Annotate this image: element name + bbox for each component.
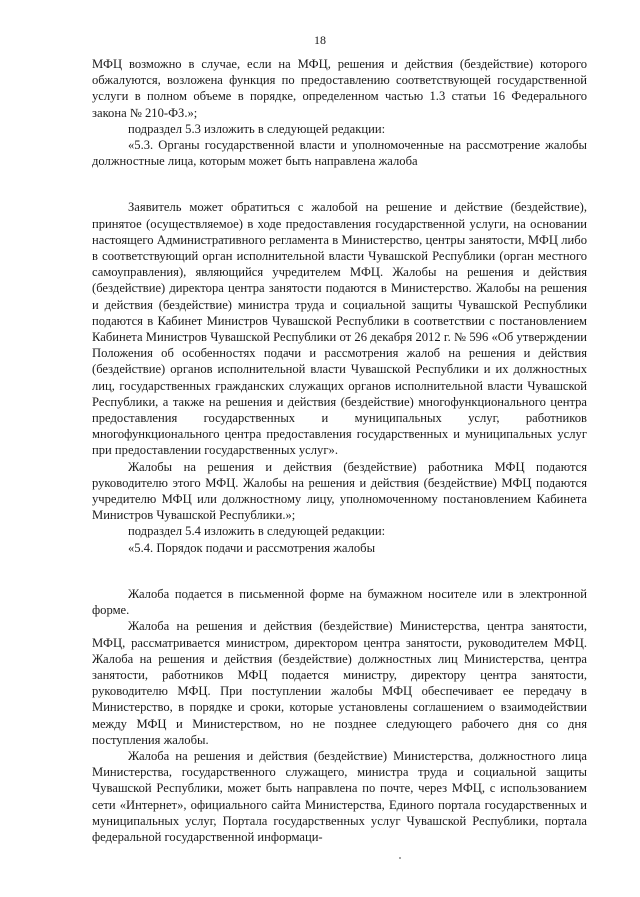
paragraph: Жалобы на решения и действия (бездействие) работника МФЦ подаются руководителю этого МФЦ. Жалобы на решения и действия (бездействие) МФЦ подаются учредителю МФЦ или должностному лицу, уполномоченному постановлением Кабинета Министров Чувашской Республики.»; [92,459,587,523]
paragraph: Жалоба на решения и действия (бездействие) Министерства, центра занятости, МФЦ, рассматривается министром, директором центра занятости, руководителем МФЦ. Жалоба на решения и действия (бездействие) должностных лиц Министерства, центра занятости, работников МФЦ подается министру, директору центра занятости, руководителю МФЦ. При поступлении жалобы МФЦ обеспечивает ее передачу в Министерство, в порядке и сроки, которые установлены соглашением о взаимодействии между МФЦ и Министерством, но не позднее следующего рабочего дня со дня поступления жалобы. [92,619,587,747]
document-body [92,56,587,845]
section-heading: «5.3. Органы государственной власти и уполномоченные на рассмотрение жалобы должностные лица, которым может быть направлена жалоба [92,138,587,169]
paragraph: подраздел 5.3 изложить в следующей редакции: [128,121,386,136]
paragraph: Заявитель может обратиться с жалобой на решение и действие (бездействие), принятое (осуществляемое) в ходе предоставления государственной услуги, на основании настоящего Административного регламента в Министерство, центры занятости, МФЦ либо в соответствующий орган исполнительной власти Чувашской Республики (орган местного самоуправления), являющийся учредителем МФЦ. Жалобы на решения и действия (бездействие) директора центра занятости подаются в Министерство. Жалобы на решения и действия (бездействие) министра труда и социальной защиты Чувашской Республики подаются в Кабинет Министров Чувашской Республики в соответствии с постановлением Кабинета Министров Чувашской Республики от 26 декабря 2012 г. № 596 «Об утверждении Положения об особенностях подачи и рассмотрения жалоб на решения и действия (бездействие) органов исполнительной власти Чувашской Республики и их должностных лиц, государственных гражданских служащих органов исполнительной власти Чувашской Республики, а также на решения и действия (бездействие) многофункционального центра предоставления государственных и муниципальных услуг, работников многофункционального центра предоставления государственных и муниципальных услуг при предоставлении государственных услуг». [92,200,587,458]
page-number: 18 [314,33,326,47]
paragraph: подраздел 5.4 изложить в следующей редакции: [128,524,386,539]
scan-speck [399,857,401,859]
paragraph: Жалоба на решения и действия (бездействие) Министерства, должностного лица Министерства, государственного служащего, министра труда и социальной защиты Чувашской Республики, может быть направлена по почте, через МФЦ, с использованием сети «Интернет», официального сайта Министерства, Единого портала государственных и муниципальных услуг, Портала государственных услуг Чувашской Республики, портала федеральной государственной информаци- [92,748,587,844]
paragraph: МФЦ возможно в случае, если на МФЦ, решения и действия (бездействие) которого обжалуются, возложена функция по предоставлению соответствующей государственной услуги в полном объеме в порядке, определенном частью 1.3 статьи 16 Федерального закона № 210-ФЗ.»; [92,57,587,120]
section-heading: «5.4. Порядок подачи и рассмотрения жалобы [128,540,376,555]
paragraph: Жалоба подается в письменной форме на бумажном носителе или в электронной форме. [92,586,587,618]
